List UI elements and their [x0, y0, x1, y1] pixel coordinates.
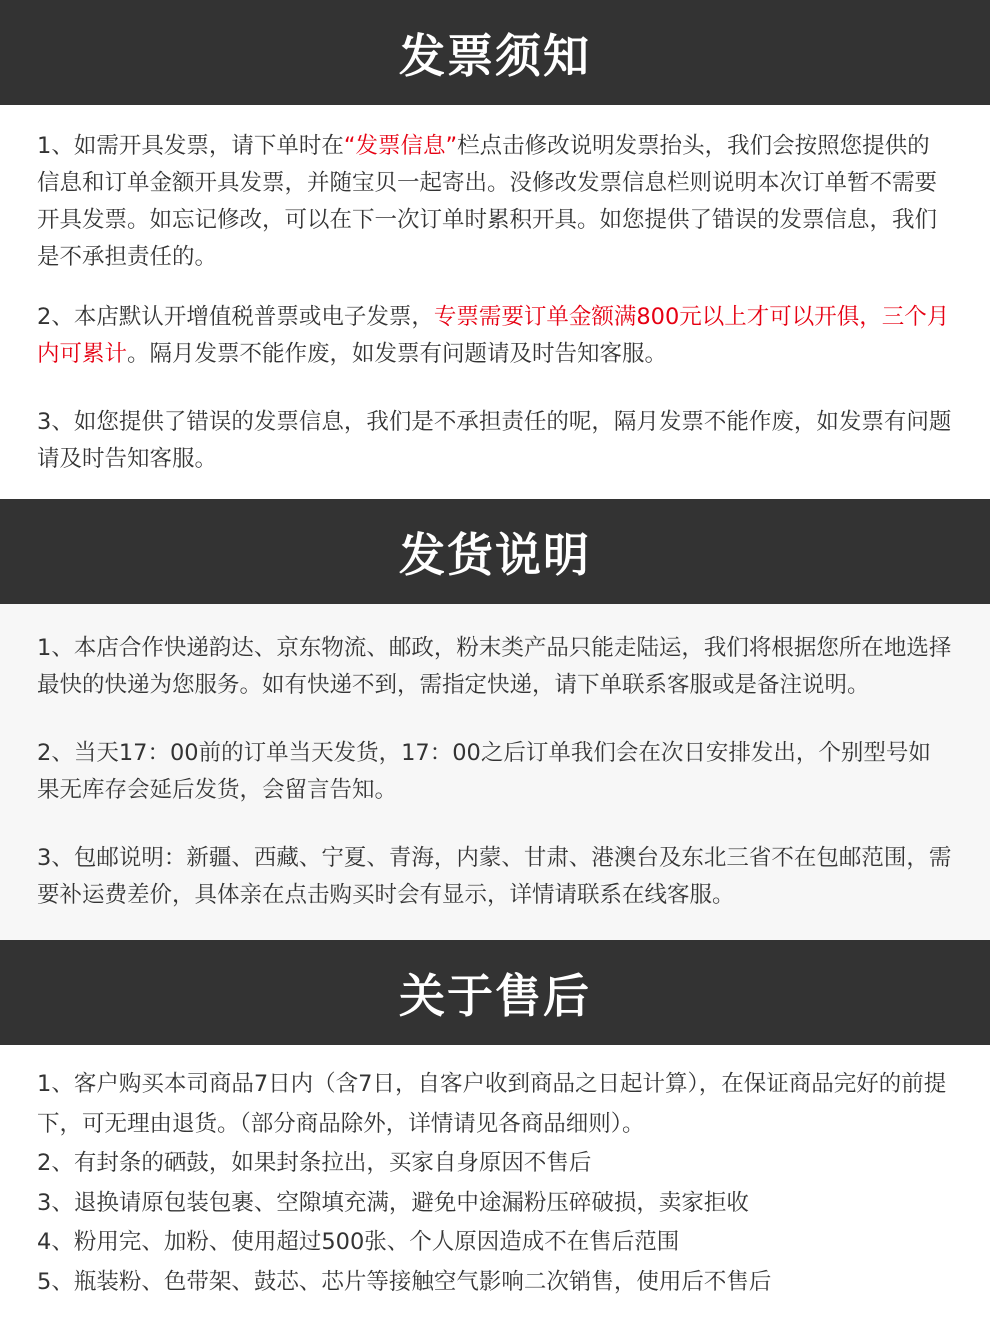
aftersales-item: 4、粉用完、加粉、使用超过500张、个人原因造成不在售后范围 [37, 1229, 680, 1255]
shipping-body [0, 604, 990, 940]
invoice-body [0, 105, 990, 499]
aftersales-header [0, 940, 990, 1045]
aftersales-item: 1、客户购买本司商品7日内（含7日，自客户收到商品之日起计算），在保证商品完好的前提下，可无理由退货。（部分商品除外，详情请见各商品细则）。 [37, 1071, 947, 1137]
invoice-header [0, 0, 990, 105]
invoice-p1-text: 1、如需开具发票，请下单时在 [37, 133, 344, 159]
invoice-paragraph-2 [37, 299, 952, 373]
aftersales-item: 3、退换请原包装包裹、空隙填充满，避免中途漏粉压碎破损，卖家拒收 [37, 1189, 749, 1216]
invoice-p2-text-rest: 。隔月发票不能作废，如发票有问题请及时告知客服。 [127, 341, 668, 367]
invoice-p2-highlight: 专票需要订单金额满800元以上才可以开俱，三个月内可累计 [37, 304, 950, 367]
aftersales-item: 5、瓶装粉、色带架、鼓芯、芯片等接触空气影响二次销售，使用后不售后 [37, 1268, 772, 1295]
shipping-paragraph-3: 3、包邮说明：新疆、西藏、宁夏、青海，内蒙、甘肃、港澳台及东北三省不在包邮范围，需要补运费差价，具体亲在点击购买时会有显示，详情请联系在线客服。 [37, 845, 952, 908]
aftersales-title: 关于售后 [399, 968, 591, 1023]
invoice-p1-highlight: “发票信息” [343, 133, 458, 159]
invoice-title: 发票须知 [399, 28, 591, 83]
shipping-paragraph-2: 2、当天17：00前的订单当天发货，17：00之后订单我们会在次日安排发出，个别型号如果无库存会延后发货，会留言告知。 [37, 740, 931, 803]
invoice-p2-text: 2、本店默认开增值税普票或电子发票， [37, 304, 434, 330]
aftersales-item: 2、有封条的硒鼓，如果封条拉出，买家自身原因不售后 [37, 1150, 592, 1176]
aftersales-body [0, 1045, 990, 1320]
shipping-paragraph-1: 1、本店合作快递韵达、京东物流、邮政，粉末类产品只能走陆运，我们将根据您所在地选择最快的快递为您服务。如有快递不到，需指定快递，请下单联系客服或是备注说明。 [37, 635, 952, 698]
shipping-title: 发货说明 [399, 527, 591, 582]
invoice-p1-text-rest: 栏点击修改说明发票抬头，我们会按照您提供的信息和订单金额开具发票，并随宝贝一起寄出。没修改发票信息栏则说明本次订单暂不需要开具发票。如忘记修改，可以在下一次订单时累积开具。如您提供了错误的发票信息，我们是不承担责任的。 [37, 133, 938, 270]
invoice-paragraph-1 [37, 128, 952, 276]
shipping-header [0, 499, 990, 604]
invoice-paragraph-3: 3、如您提供了错误的发票信息，我们是不承担责任的呢，隔月发票不能作废，如发票有问题请及时告知客服。 [37, 409, 952, 472]
